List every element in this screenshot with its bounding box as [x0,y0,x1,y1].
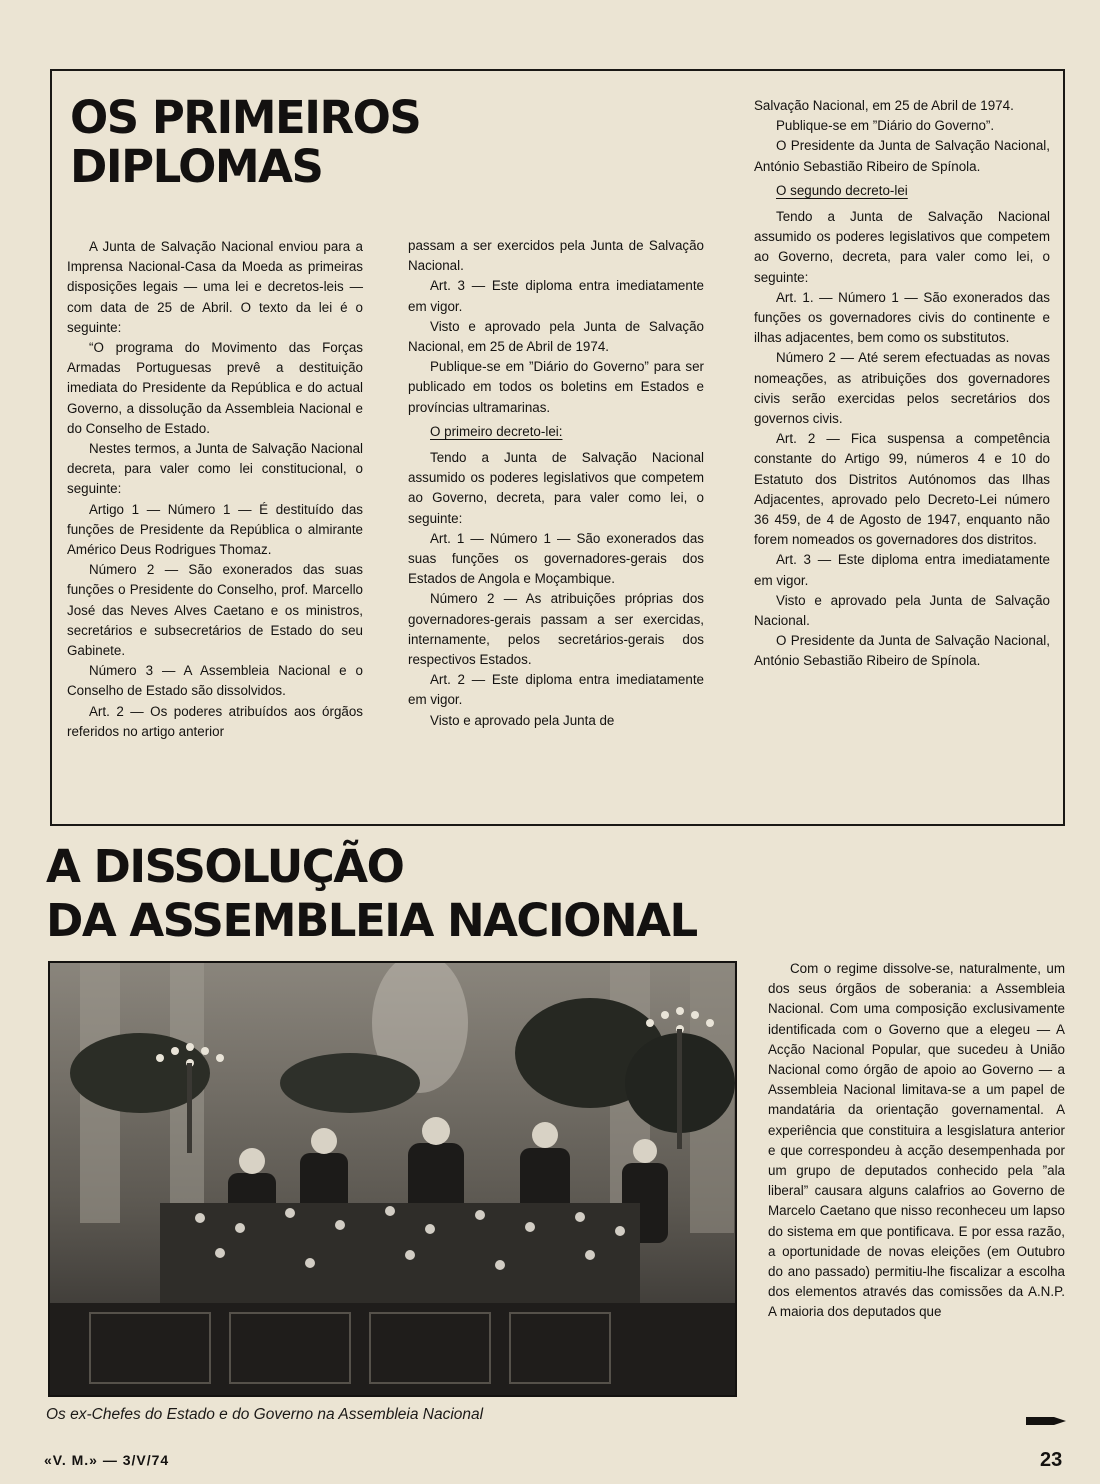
paragraph: Salvação Nacional, em 25 de Abril de 1974. [754,98,1014,113]
paragraph: Nestes termos, a Junta de Salvação Nacional decreta, para valer como lei constitucional, o seguinte: [67,441,363,497]
section-heading-second-decree: O segundo decreto-lei [776,182,908,198]
paragraph: Visto e aprovado pela Junta de [430,712,615,728]
article1-title [70,91,421,193]
article2-title [46,840,697,948]
article1-title-line2: DIPLOMAS [70,139,323,193]
paragraph: A Junta de Salvação Nacional enviou para a Imprensa Nacional-Casa da Moeda as primeiras disposições legais — uma lei e decretos-leis — com data de 25 de Abril. O texto da lei é o seguinte: [67,239,363,335]
section-heading-first-decree: O primeiro decreto-lei: [430,423,563,439]
paragraph: Número 2 — As atribuições próprias dos governadores-gerais passam a ser exercidas, internamente, pelos secretários-gerais dos respectivos Estados. [408,591,704,668]
paragraph: Publique-se em ”Diário do Governo”. [776,118,995,134]
assembly-photo [48,961,737,1397]
article1-column-1 [67,237,363,742]
paragraph: “O programa do Movimento das Forças Armadas Portuguesas prevê a destituição imediata do Presidente da República e do actual Governo, a dissolução da Assembleia Nacional e do Conselho de Estado. [67,340,363,436]
article1-column-2 [408,236,704,731]
paragraph: Visto e aprovado pela Junta de Salvação Nacional. [754,592,1050,629]
paragraph: Tendo a Junta de Salvação Nacional assumido os poderes legislativos que competem ao Governo, decreta, para valer como lei, o seguinte: [754,209,1050,285]
paragraph: O Presidente da Junta de Salvação Nacional, António Sebastião Ribeiro de Spínola. [754,633,1050,669]
paragraph: Visto e aprovado pela Junta de Salvação Nacional, em 25 de Abril de 1974. [408,318,704,355]
paragraph: Art. 1 — Número 1 — São exonerados das suas funções os governadores-gerais dos Estados de Angola e Moçambique. [408,530,704,587]
paragraph: Art. 2 — Os poderes atribuídos aos órgãos referidos no artigo anterior [67,703,363,739]
continue-arrow-icon [1026,1416,1066,1426]
paragraph: Número 2 — São exonerados das suas funções o Presidente do Conselho, prof. Marcello José das Neves Alves Caetano e os ministros, secretários e subsecretários de Estado do seu Gabinete. [67,562,363,659]
assembly-photo-illustration [50,963,735,1395]
paragraph: Art. 2 — Este diploma entra imediatamente em vigor. [408,672,704,708]
paragraph: Art. 3 — Este diploma entra imediatamente em vigor. [754,552,1050,588]
footer-issue: «V. M.» — 3/V/74 [44,1452,170,1468]
paragraph: passam a ser exercidos pela Junta de Salvação Nacional. [408,238,704,274]
paragraph: Art. 2 — Fica suspensa a competência constante do Artigo 99, números 4 e 10 do Estatuto dos Distritos Autónomos das Ilhas Adjacentes, aprovado pelo Decreto-Lei número 36 459, de 4 de Agosto de 1947, enquanto não forem nomeados os governadores dos distritos. [754,431,1050,548]
paragraph: O Presidente da Junta de Salvação Nacional, António Sebastião Ribeiro de Spínola. [754,138,1050,174]
paragraph: Com o regime dissolve-se, naturalmente, um dos seus órgãos de soberania: a Assembleia Nacional. Com uma composição exclusivamente identificada com o Governo que a elegeu — A Acção Nacional Popular, que sucedeu à União Nacional como órgão de apoio ao Governo — a Assembleia Nacional limitava-se a um papel de mandatária da orientação governamental. A experiência que constituira a lesgislatura anterior e que correspondeu à acção desempenhada por um grupo de deputados conhecido pela ”ala liberal” causara alguns calafrios ao Governo de Marcelo Caetano que nisso reconheceu um lapso do sistema em que pontificava. E por essa razão, a oportunidade de novas eleições (em Outubro do ano passado) permitiu-lhe fiscalizar a escolha dos elementos através das comissões da A.N.P. A maioria dos deputados que [768,961,1065,1320]
article1-column-3 [754,96,1050,672]
paragraph: Número 2 — Até serem efectuadas as novas nomeações, as atribuições dos governadores civis serão exercidas pelos secretários dos governos civis. [754,350,1050,427]
paragraph: Art. 1. — Número 1 — São exonerados das funções os governadores civis do continente e ilhas adjacentes, bem como os substitutos. [754,289,1050,346]
paragraph: Número 3 — A Assembleia Nacional e o Conselho de Estado são dissolvidos. [67,663,363,699]
article2-title-line2: DA ASSEMBLEIA NACIONAL [46,894,697,947]
paragraph: Artigo 1 — Número 1 — É destituído das funções de Presidente da República o almirante Américo Deus Rodrigues Thomaz. [67,501,363,558]
article1-title-line1: OS PRIMEIROS [70,91,421,144]
article2-title-line1: A DISSOLUÇÃO [46,840,404,893]
paragraph: Publique-se em ”Diário do Governo” para ser publicado em todos os boletins em Estados e províncias ultramarinas. [408,359,704,415]
article2-column [768,959,1065,1323]
photo-caption: Os ex-Chefes do Estado e do Governo na Assembleia Nacional [46,1406,484,1423]
paragraph: Art. 3 — Este diploma entra imediatamente em vigor. [408,278,704,314]
paragraph: Tendo a Junta de Salvação Nacional assumido os poderes legislativos que competem ao Governo, decreta, para valer como lei, o seguinte: [408,450,704,526]
page-number: 23 [1040,1449,1063,1471]
